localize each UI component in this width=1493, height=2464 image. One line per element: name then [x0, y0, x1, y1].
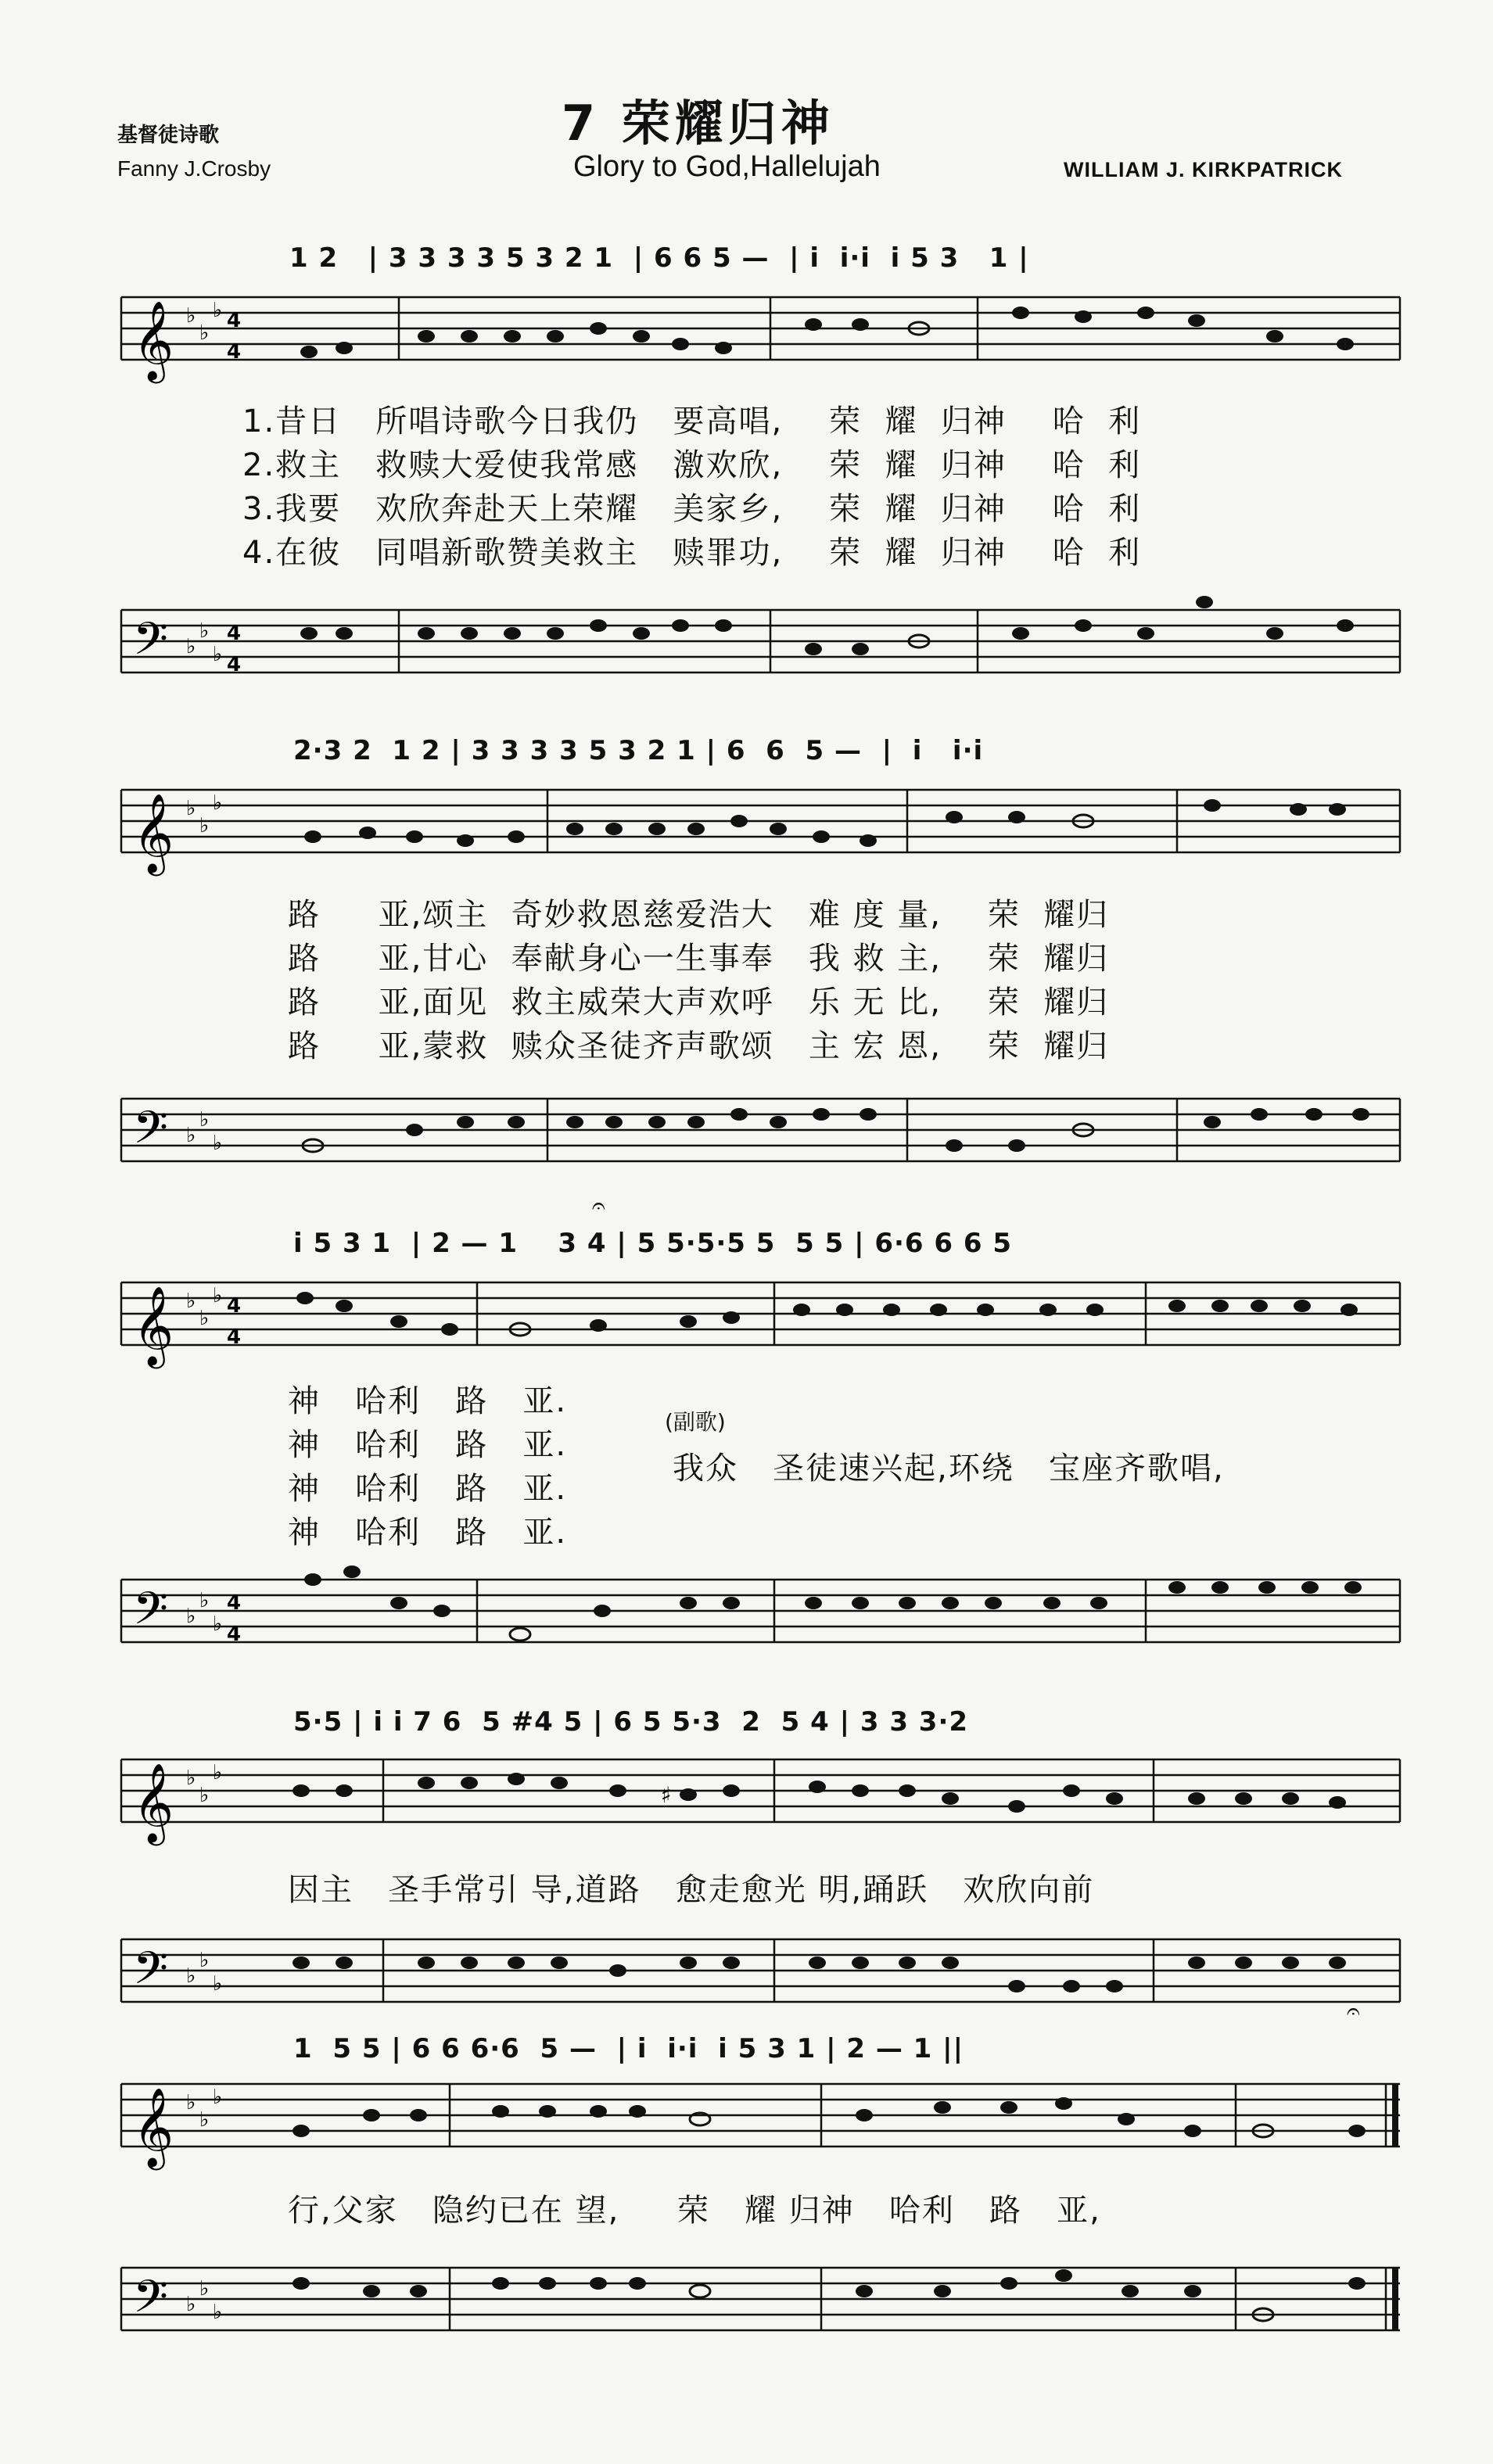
svg-text:𝄞: 𝄞: [133, 299, 174, 380]
svg-text:4: 4: [227, 1591, 242, 1615]
svg-text:𝄞: 𝄞: [133, 792, 174, 873]
svg-text:♭: ♭: [186, 1605, 196, 1628]
svg-text:♯: ♯: [661, 1782, 672, 1808]
lyric-verse-3: 路 亚,面见 救主威荣大声欢呼 乐 无 比, 荣 耀归: [288, 985, 1110, 1020]
jianpu-line: 5·5 | i i 7 6 5 #4 5 | 6 5 5·3 2 5 4 | 3 3 3·2: [293, 1706, 969, 1738]
treble-staff: [0, 1752, 1493, 1842]
svg-text:𝄢: 𝄢: [133, 2270, 169, 2334]
svg-text:♭: ♭: [186, 2091, 196, 2114]
lyric-verse-2: 神 哈利 路 亚.: [288, 1427, 568, 1463]
svg-text:4: 4: [227, 309, 242, 332]
svg-text:4: 4: [227, 653, 242, 676]
composer-name: WILLIAM J. KIRKPATRICK: [1064, 158, 1343, 181]
jianpu-line: 1 5 5 | 6 6 6·6 5 — | i i·i i 5 3 1 | 2 — 1 ||: [293, 2033, 964, 2064]
svg-text:4: 4: [227, 1294, 242, 1318]
svg-text:♭: ♭: [213, 791, 223, 815]
svg-text:𝄞: 𝄞: [133, 1285, 174, 1365]
lyric-verse-1: 神 哈利 路 亚.: [288, 1383, 568, 1419]
svg-text:♭: ♭: [186, 1964, 196, 1988]
svg-text:♭: ♭: [199, 1108, 210, 1132]
svg-text:♭: ♭: [186, 2293, 196, 2316]
fermata-icon: 𝄐: [592, 1193, 605, 1220]
svg-text:♭: ♭: [199, 1949, 210, 1972]
svg-text:𝄞: 𝄞: [133, 1762, 174, 1842]
svg-text:♭: ♭: [199, 1784, 210, 1807]
svg-text:♭: ♭: [213, 1132, 223, 1155]
svg-text:𝄢: 𝄢: [133, 1942, 169, 2006]
jianpu-line: 2·3 2 1 2 | 3 3 3 3 5 3 2 1 | 6 6 5 — | i i·i: [293, 735, 984, 766]
lyricist-name: Fanny J.Crosby: [117, 156, 271, 181]
page-title: 7 荣耀归神: [562, 95, 834, 152]
treble-staff: [0, 1275, 1493, 1365]
svg-text:♭: ♭: [213, 643, 223, 666]
bass-staff: [0, 2252, 1493, 2354]
lyric-verse-2: 路 亚,甘心 奉献身心一生事奉 我 救 主, 荣 耀归: [288, 941, 1110, 977]
svg-text:♭: ♭: [186, 797, 196, 820]
lyric-verse-2: 2.救主 救赎大爱使我常感 激欢欣, 荣 耀 归神 哈 利: [242, 447, 1142, 483]
svg-text:♭: ♭: [213, 1761, 223, 1784]
lyric-line: 行,父家 隐约已在 望, 荣 耀 归神 哈利 路 亚,: [288, 2193, 1101, 2229]
chorus-label: (副歌): [665, 1409, 726, 1435]
svg-text:♭: ♭: [213, 2086, 223, 2109]
svg-text:♭: ♭: [199, 321, 210, 345]
svg-text:♭: ♭: [213, 299, 223, 322]
svg-text:𝄞: 𝄞: [133, 2086, 174, 2167]
svg-text:♭: ♭: [199, 2277, 210, 2301]
svg-text:♭: ♭: [199, 2108, 210, 2132]
svg-text:♭: ♭: [213, 2301, 223, 2324]
treble-staff: [0, 2076, 1493, 2167]
bass-staff: [0, 1564, 1493, 1666]
svg-text:♭: ♭: [186, 304, 196, 328]
bass-staff: [0, 1083, 1493, 1169]
svg-text:♭: ♭: [186, 1289, 196, 1313]
svg-text:𝄢: 𝄢: [133, 612, 169, 676]
lyric-verse-3: 神 哈利 路 亚.: [288, 1471, 568, 1507]
lyric-verse-1: 1.昔日 所唱诗歌今日我仍 要高唱, 荣 耀 归神 哈 利: [242, 403, 1142, 439]
hymnal-name: 基督徒诗歌: [117, 123, 220, 146]
lyric-verse-3: 3.我要 欢欣奔赴天上荣耀 美家乡, 荣 耀 归神 哈 利: [242, 491, 1142, 527]
bass-staff: [0, 594, 1493, 680]
lyric-verse-1: 路 亚,颂主 奇妙救恩慈爱浩大 难 度 量, 荣 耀归: [288, 897, 1110, 933]
bass-staff: [0, 1924, 1493, 2010]
fermata-icon: 𝄐: [1347, 1998, 1360, 2025]
svg-text:4: 4: [227, 340, 242, 364]
lyric-verse-4: 4.在彼 同唱新歌赞美救主 赎罪功, 荣 耀 归神 哈 利: [242, 535, 1142, 571]
svg-text:♭: ♭: [199, 619, 210, 643]
svg-text:4: 4: [227, 622, 242, 645]
svg-text:♭: ♭: [199, 1307, 210, 1330]
jianpu-line: 1 2 | 3 3 3 3 5 3 2 1 | 6 6 5 — | i i·i i 5 3 1 |: [289, 242, 1029, 274]
svg-text:4: 4: [227, 1325, 242, 1349]
svg-text:♭: ♭: [186, 1766, 196, 1790]
english-title: Glory to God,Hallelujah: [573, 150, 881, 183]
svg-text:♭: ♭: [186, 1124, 196, 1147]
svg-text:♭: ♭: [213, 1972, 223, 1996]
svg-text:♭: ♭: [213, 1284, 223, 1307]
svg-text:♭: ♭: [199, 814, 210, 837]
svg-text:4: 4: [227, 1623, 242, 1646]
jianpu-line: i 5 3 1 | 2 — 1 3 4 | 5 5·5·5 5 5 5 | 6·6 6 6 5: [293, 1228, 1013, 1259]
svg-text:♭: ♭: [199, 1589, 210, 1612]
svg-text:♭: ♭: [186, 635, 196, 658]
treble-staff: [0, 782, 1493, 873]
svg-text:𝄢: 𝄢: [133, 1582, 169, 1646]
chorus-lyric: 我众 圣徒速兴起,环绕 宝座齐歌唱,: [673, 1451, 1225, 1487]
lyric-verse-4: 神 哈利 路 亚.: [288, 1515, 568, 1551]
svg-text:♭: ♭: [213, 1612, 223, 1636]
treble-staff: [0, 289, 1493, 380]
lyric-line: 因主 圣手常引 导,道路 愈走愈光 明,踊跃 欢欣向前: [288, 1872, 1095, 1908]
svg-text:𝄢: 𝄢: [133, 1101, 169, 1165]
lyric-verse-4: 路 亚,蒙救 赎众圣徒齐声歌颂 主 宏 恩, 荣 耀归: [288, 1028, 1110, 1064]
